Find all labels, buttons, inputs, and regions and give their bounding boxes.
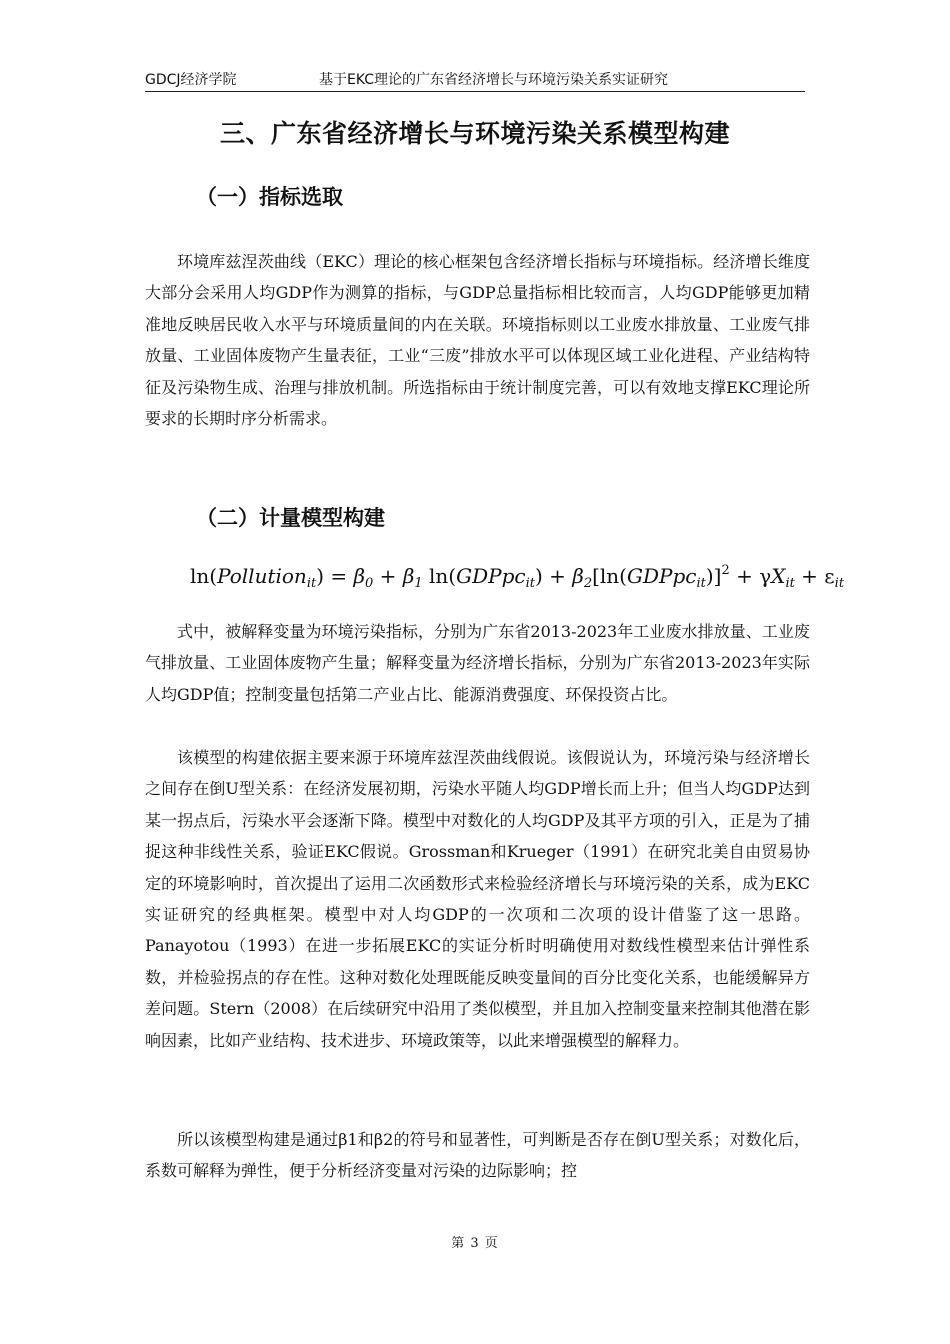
paragraph-indicators: 环境库兹涅茨曲线（EKC）理论的核心框架包含经济增长指标与环境指标。经济增长维度大部分会采用人均GDP作为测算的指标，与GDP总量指标相比较而言，人均GDP能够更加精准地反映居民收入水平与环境质量间的内在关联。环境指标则以工业废水排放量、工业废气排放量、工业固体废物产生量表征，工业“三废”排放水平可以体现区域工业化进程、产业结构特征及污染物生成、治理与排放机制。所选指标由于统计制度完善，可以有效地支撑EKC理论所要求的长期时序分析需求。 <box>145 252 810 429</box>
header-paper-title: 基于EKC理论的广东省经济增长与环境污染关系实证研究 <box>319 72 669 88</box>
ekc-model-formula: ln(Pollution$_{it}$) = $\beta_0 + \beta_1$ ln(GDPpc$_{it}$) + $\beta_2[\ln(GDPpc_{it})]^2 + \gamma X_{it} + \varepsilon_{it}$ <box>190 563 845 591</box>
chapter-title: 三、广东省经济增长与环境污染关系模型构建 <box>219 119 730 148</box>
page-header <box>145 67 805 92</box>
header-institution: GDCJ经济学院 <box>145 72 237 88</box>
paragraph-variable-definitions: 式中，被解释变量为环境污染指标，分别为广东省2013-2023年工业废水排放量、工业废气排放量、工业固体废物产生量；解释变量为经济增长指标，分别为广东省2013-2023年实际人均GDP值；控制变量包括第二产业占比、能源消费强度、环保投资占比。 <box>145 622 810 704</box>
section-heading-model: （二）计量模型构建 <box>196 506 385 530</box>
paragraph-model-summary: 所以该模型构建是通过β1和β2的符号和显著性，可判断是否存在倒U型关系；对数化后，系数可解释为弹性，便于分析经济变量对污染的边际影响；控 <box>145 1130 810 1181</box>
page-number: 第 3 页 <box>451 1236 499 1251</box>
paragraph-model-basis: 该模型的构建依据主要来源于环境库兹涅茨曲线假说。该假说认为，环境污染与经济增长之间存在倒U型关系：在经济发展初期，污染水平随人均GDP增长而上升；但当人均GDP达到某一拐点后，污染水平会逐渐下降。模型中对数化的人均GDP及其平方项的引入，正是为了捕捉这种非线性关系，验证EKC假说。Grossman和Krueger（1991）在研究北美自由贸易协定的环境影响时，首次提出了运用二次函数形式来检验经济增长与环境污染的关系，成为EKC实证研究的经典框架。模型中对人均GDP的一次项和二次项的设计借鉴了这一思路。Panayotou（1993）在进一步拓展EKC的实证分析时明确使用对数线性模型来估计弹性系数，并检验拐点的存在性。这种对数化处理既能反映变量间的百分比变化关系，也能缓解异方差问题。Stern（2008）在后续研究中沿用了类似模型，并且加入控制变量来控制其他潜在影响因素，比如产业结构、技术进步、环境政策等，以此来增强模型的解释力。 <box>145 748 810 1050</box>
section-heading-indicators: （一）指标选取 <box>196 185 343 209</box>
